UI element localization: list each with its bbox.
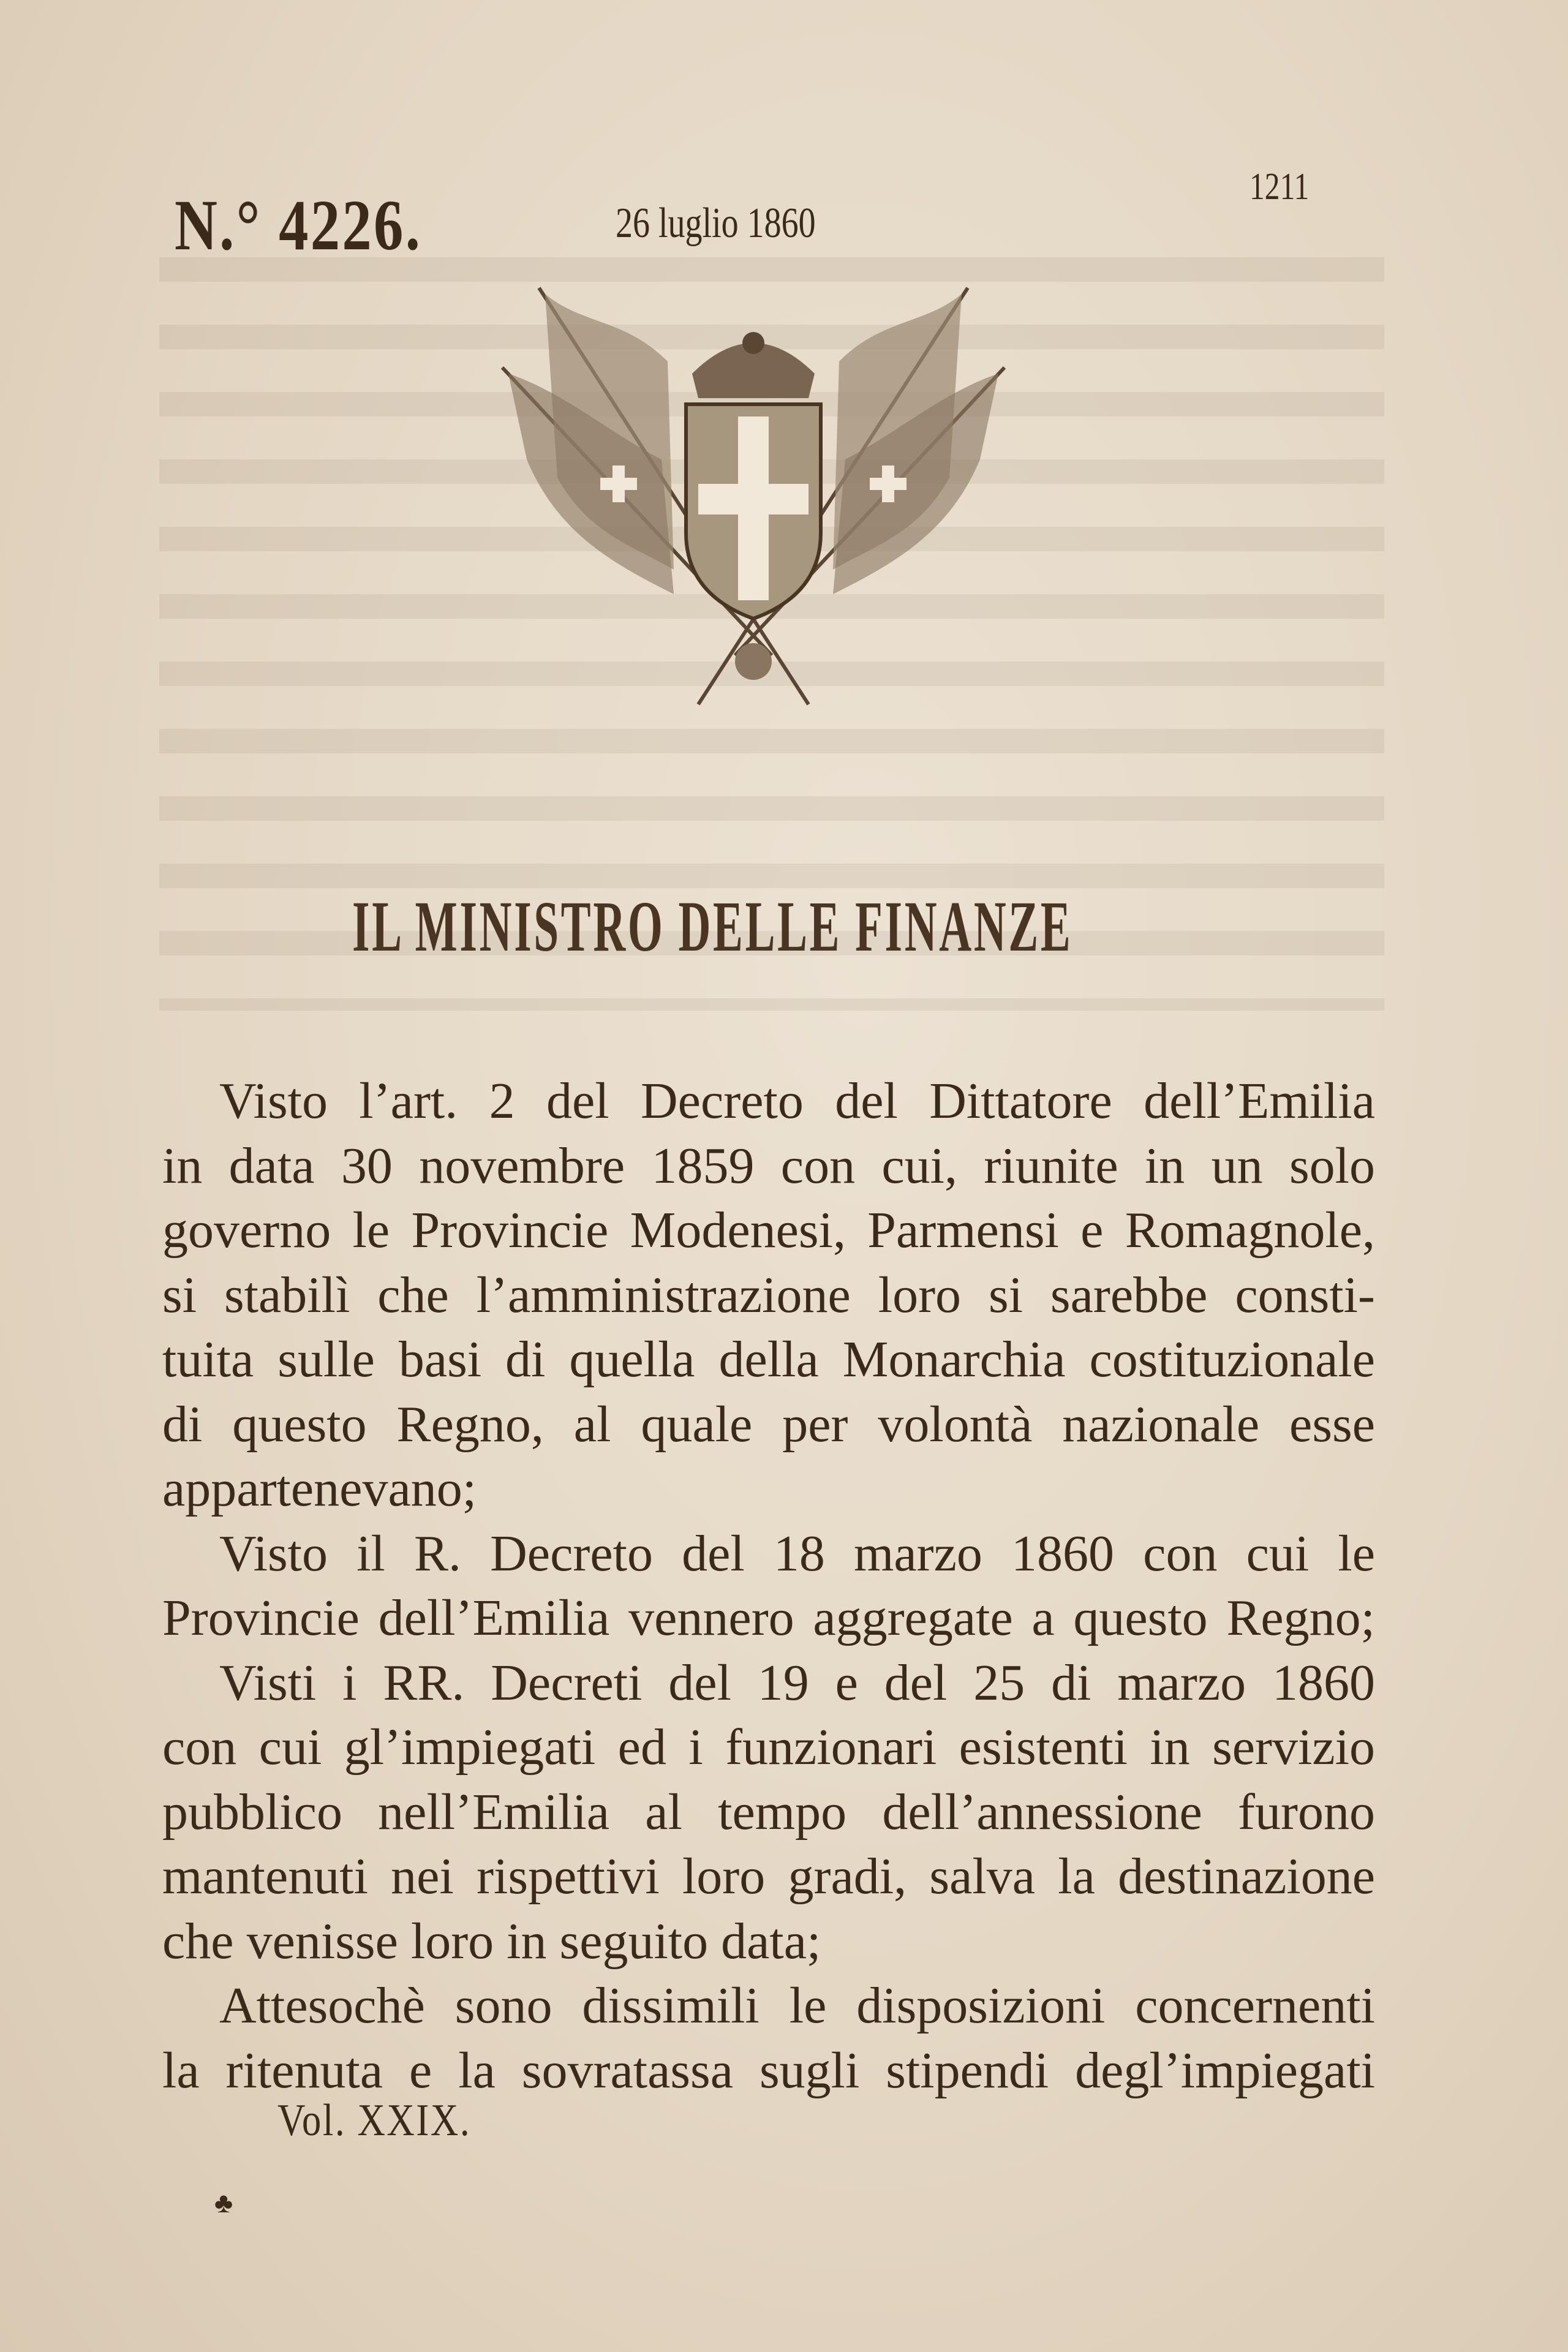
body-line: che venisse loro in seguito data; xyxy=(162,1912,821,1970)
printer-mark-icon: ♣ xyxy=(214,2187,233,2218)
body-line: appartenevano; xyxy=(162,1460,477,1517)
body-line: mantenuti nei rispettivi loro gradi, salva la destinazione xyxy=(162,1848,1375,1905)
body-line: con cui gl’impiegati ed i funzionari esistenti in servizio xyxy=(162,1719,1375,1776)
decree-date: 26 luglio 1860 xyxy=(616,200,816,247)
body-line: Visto l’art. 2 del Decreto del Dittatore dell’Emilia xyxy=(219,1072,1375,1129)
body-line: pubblico nell’Emilia al tempo dell’annessione furono xyxy=(162,1783,1375,1841)
body-line: Provincie dell’Emilia vennero aggregate a questo Regno; xyxy=(162,1589,1375,1646)
body-line: tuita sulle basi di quella della Monarchia costituzionale xyxy=(162,1331,1375,1388)
body-line: in data 30 novembre 1859 con cui, riunite in un solo xyxy=(162,1137,1375,1194)
body-line: Visti i RR. Decreti del 19 e del 25 di marzo 1860 xyxy=(219,1654,1375,1711)
body-line: si stabilì che l’amministrazione loro si sarebbe consti- xyxy=(162,1266,1375,1324)
volume-label: Vol. XXIX. xyxy=(277,2095,472,2146)
body-line: Visto il R. Decreto del 18 marzo 1860 con cui le xyxy=(219,1525,1375,1582)
body-line: Attesochè sono dissimili le disposizioni concernenti xyxy=(219,1977,1375,2034)
savoy-coat-of-arms-icon xyxy=(490,276,1017,717)
body-line: di questo Regno, al quale per volontà nazionale esse xyxy=(162,1395,1375,1453)
page-number: 1211 xyxy=(1250,166,1310,208)
decree-body xyxy=(162,1069,1375,2103)
decree-number: N.° 4226. xyxy=(175,185,423,265)
body-line: governo le Provincie Modenesi, Parmensi e Romagnole, xyxy=(162,1202,1375,1259)
body-line: la ritenuta e la sovratassa sugli stipendi degl’impiegati xyxy=(162,2041,1375,2099)
document-title: IL MINISTRO DELLE FINANZE xyxy=(352,886,1073,967)
